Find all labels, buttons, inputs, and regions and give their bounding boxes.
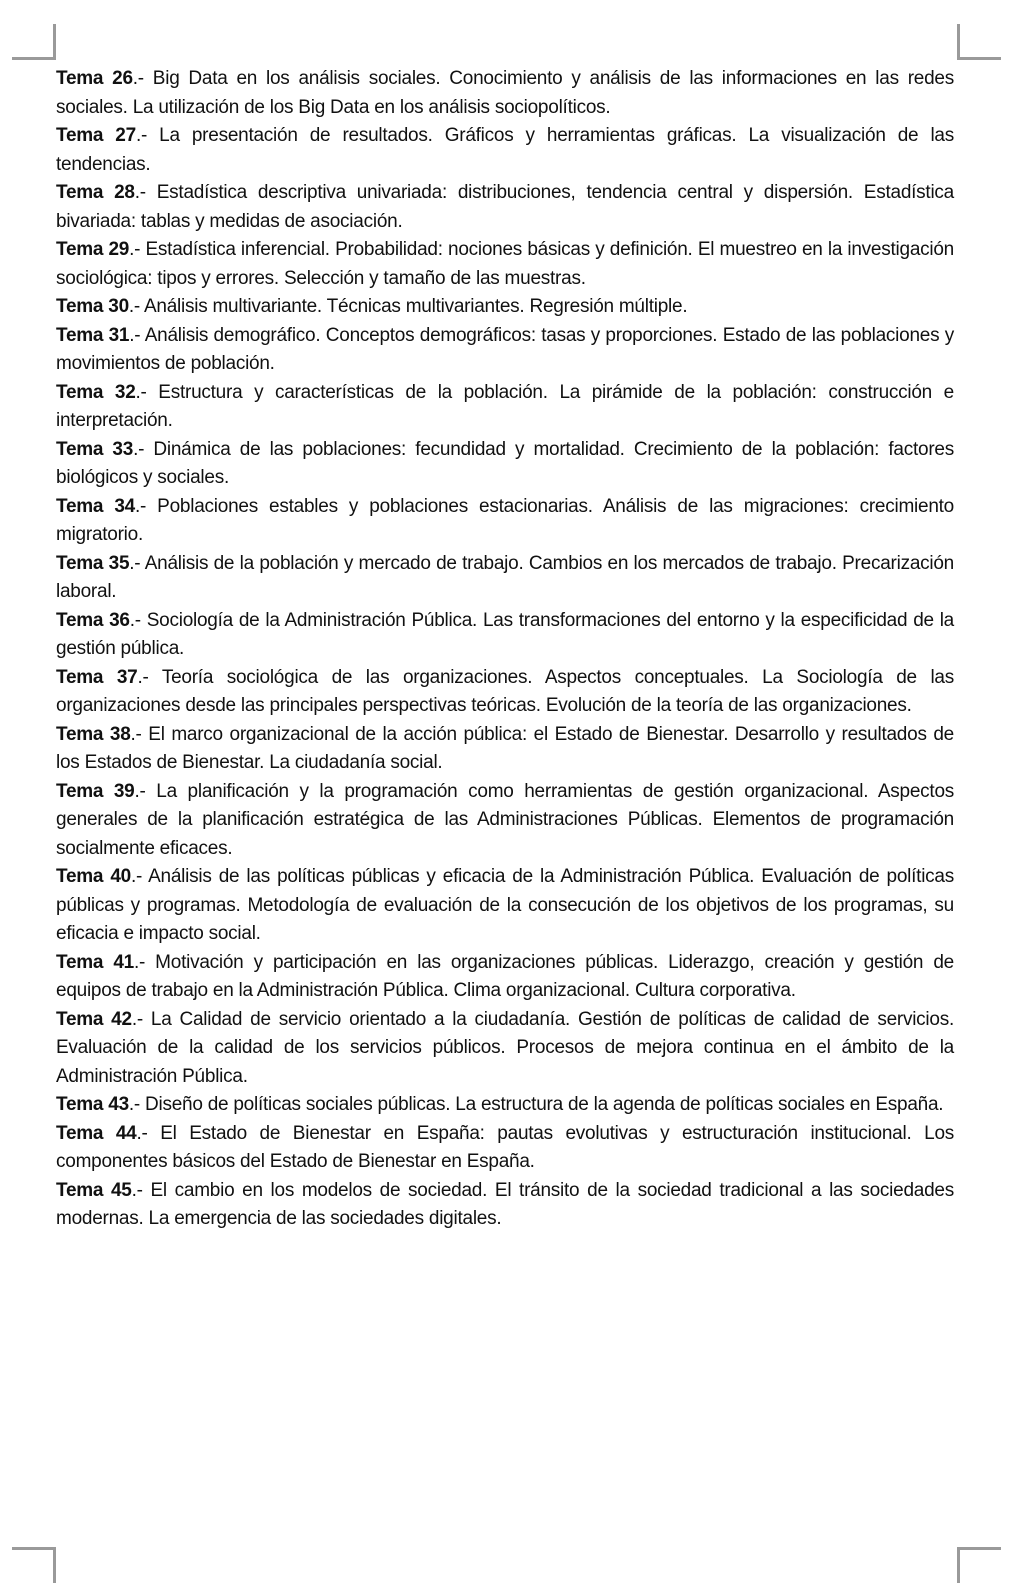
topic-text: .- Estructura y características de la población. La pirámide de la población: construcción e interpretación.	[56, 381, 954, 431]
topic-text: .- Dinámica de las poblaciones: fecundidad y mortalidad. Crecimiento de la población: factores biológicos y sociales.	[56, 438, 954, 488]
topic-item	[56, 607, 954, 664]
topic-label: Tema 29	[56, 239, 130, 260]
topic-text: .- La planificación y la programación como herramientas de gestión organizacional. Aspectos generales de la planificación estratégica de las Administraciones Públicas. Elementos de programación socialmente eficaces.	[56, 780, 955, 859]
topic-label: Tema 28	[56, 182, 135, 203]
topic-text: .- Poblaciones estables y poblaciones estacionarias. Análisis de las migraciones: crecimiento migratorio.	[56, 495, 954, 545]
topic-text: .- El cambio en los modelos de sociedad. El tránsito de la sociedad tradicional a las sociedades modernas. La emergencia de las sociedades digitales.	[56, 1179, 954, 1229]
topic-item	[56, 122, 954, 179]
topic-item	[56, 379, 954, 436]
topic-item	[56, 949, 954, 1006]
topic-label: Tema 30	[56, 296, 129, 317]
topic-label: Tema 41	[56, 951, 134, 973]
topic-item	[56, 322, 954, 379]
topic-item	[56, 1177, 954, 1234]
topic-label: Tema 44	[56, 1122, 137, 1144]
topic-text: .- Estadística descriptiva univariada: distribuciones, tendencia central y dispersión. Estadística bivariada: tablas y medidas de asociación.	[56, 182, 954, 232]
topic-item	[56, 721, 954, 778]
topic-item	[56, 863, 954, 949]
crop-mark-top-right	[957, 24, 1001, 60]
topic-label: Tema 33	[56, 438, 134, 460]
topic-item	[56, 236, 954, 293]
topic-text: .- El marco organizacional de la acción pública: el Estado de Bienestar. Desarrollo y resultados de los Estados de Bienestar. La ciudadanía social.	[56, 723, 954, 773]
topic-list	[56, 65, 954, 1234]
topic-label: Tema 39	[56, 780, 135, 802]
topic-item	[56, 293, 954, 322]
topic-item	[56, 179, 954, 236]
topic-text: .- La Calidad de servicio orientado a la ciudadanía. Gestión de políticas de calidad de servicios. Evaluación de la calidad de los servicios públicos. Procesos de mejora continua en el ámbito de la Administración Pública.	[56, 1008, 954, 1087]
topic-label: Tema 40	[56, 866, 131, 887]
topic-text: .- Diseño de políticas sociales públicas. La estructura de la agenda de políticas sociales en España.	[128, 1094, 944, 1115]
topic-label: Tema 26	[56, 68, 133, 89]
topic-label: Tema 36	[56, 609, 130, 631]
topic-text: .- Análisis demográfico. Conceptos demográficos: tasas y proporciones. Estado de las poblaciones y movimientos de población.	[56, 324, 954, 374]
crop-mark-bottom-left	[12, 1547, 56, 1583]
topic-label: Tema 31	[56, 324, 130, 346]
topic-item	[56, 1120, 954, 1177]
topic-item	[56, 65, 954, 122]
topic-text: .- Motivación y participación en las organizaciones públicas. Liderazgo, creación y gestión de equipos de trabajo en la Administración Pública. Clima organizacional. Cultura corporativa.	[56, 951, 954, 1001]
topic-label: Tema 43	[56, 1094, 129, 1115]
topic-text: .- Sociología de la Administración Pública. Las transformaciones del entorno y la especificidad de la gestión pública.	[56, 609, 954, 659]
topic-text: .- Estadística inferencial. Probabilidad: nociones básicas y definición. El muestreo en la investigación sociológica: tipos y errores. Selección y tamaño de las muestras.	[56, 239, 954, 289]
topic-item	[56, 1091, 954, 1120]
topic-label: Tema 38	[56, 723, 131, 745]
topic-text: .- La presentación de resultados. Gráficos y herramientas gráficas. La visualización de las tendencias.	[56, 125, 954, 175]
topic-label: Tema 45	[56, 1179, 132, 1201]
topic-text: .- Análisis multivariante. Técnicas multivariantes. Regresión múltiple.	[128, 296, 688, 317]
topic-text: .- Big Data en los análisis sociales. Conocimiento y análisis de las informaciones en las redes sociales. La utilización de los Big Data en los análisis sociopolíticos.	[56, 68, 955, 118]
topic-text: .- Análisis de la población y mercado de trabajo. Cambios en los mercados de trabajo. Precarización laboral.	[56, 552, 954, 602]
topic-label: Tema 32	[56, 381, 136, 403]
topic-label: Tema 34	[56, 495, 135, 517]
topic-item	[56, 778, 954, 864]
topic-text: .- Análisis de las políticas públicas y eficacia de la Administración Pública. Evaluación de políticas públicas y programas. Metodología de evaluación de la consecución de los objetivos de los programas, su eficacia e impacto social.	[56, 866, 955, 944]
topic-item	[56, 1006, 954, 1092]
topic-label: Tema 27	[56, 125, 136, 146]
topic-item	[56, 436, 954, 493]
crop-mark-bottom-right	[957, 1547, 1001, 1583]
crop-mark-top-left	[12, 24, 56, 60]
topic-label: Tema 42	[56, 1008, 132, 1030]
topic-item	[56, 493, 954, 550]
topic-label: Tema 37	[56, 666, 138, 688]
topic-text: .- Teoría sociológica de las organizaciones. Aspectos conceptuales. La Sociología de las organizaciones desde las principales perspectivas teóricas. Evolución de la teoría de las organizaciones.	[56, 666, 955, 716]
topic-item	[56, 664, 954, 721]
topic-text: .- El Estado de Bienestar en España: pautas evolutivas y estructuración institucional. Los componentes básicos del Estado de Bienestar en España.	[56, 1122, 955, 1172]
topic-item	[56, 550, 954, 607]
topic-label: Tema 35	[56, 552, 130, 574]
